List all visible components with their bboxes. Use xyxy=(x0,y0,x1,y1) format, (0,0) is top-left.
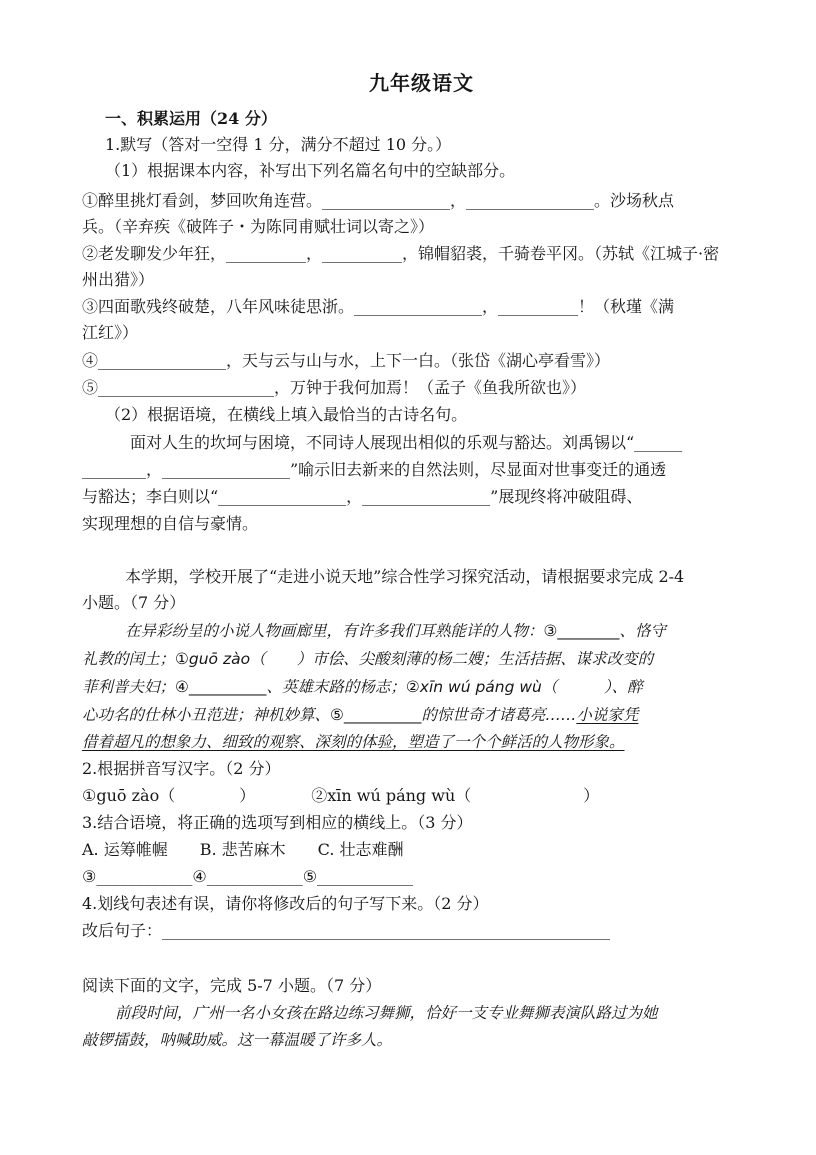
question-1-item-3-line-2: 江红》） xyxy=(82,323,139,342)
question-1-item-1-line-2: 兵。（辛弃疾《破阵子・为陈同甫赋壮词以寄之》） xyxy=(82,217,435,236)
question-1-item-4: ④________________，天与云与山与水，上下一白。（张岱《湖心亭看雪》） xyxy=(82,351,611,370)
question-3-blanks: ③____________④____________⑤____________ xyxy=(82,867,414,886)
question-3-stem: 3.结合语境，将正确的选项写到相应的横线上。（3 分） xyxy=(82,813,473,832)
novel-passage-line-1: 在异彩纷呈的小说人物画廊里，有许多我们耳熟能详的人物：③________、恪守 xyxy=(125,622,666,640)
question-1-item-1-line-1: ①醉里挑灯看剑，梦回吹角连营。________________，________________。沙场秋点 xyxy=(82,191,675,210)
question-1-paragraph-line-3: 与豁达；李白则以“________________，________________”展现终将冲破阻碍、 xyxy=(82,487,643,506)
question-1-stem: 1.默写（答对一空得 1 分，满分不超过 10 分。） xyxy=(105,135,452,154)
question-1-paragraph-line-4: 实现理想的自信与豪情。 xyxy=(82,514,259,533)
novel-passage-line-2: 礼教的闰土；①guō zào（ ）市侩、尖酸刻薄的杨二嫂；生活拮据、谋求改变的 xyxy=(82,650,654,668)
question-1-subpart-1: （1）根据课本内容，补写出下列名篇名句中的空缺部分。 xyxy=(105,161,516,180)
question-1-item-5: ⑤______________________，万钟于我何加焉！（孟子《鱼我所欲也》） xyxy=(82,378,587,397)
question-1-item-3-line-1: ③四面歌残终破楚，八年风味徒思浙。________________，__________！（秋瑾《满 xyxy=(82,297,675,316)
question-1-paragraph-line-1: 面对人生的坎坷与困境，不同诗人展现出相似的乐观与豁达。刘禹锡以“______ xyxy=(130,433,683,452)
question-3-options: A. 运筹帷幄 B. 悲苦麻木 C. 壮志难酬 xyxy=(82,840,404,859)
reading-paragraph-line-1: 前段时间，广州一名小女孩在路边练习舞狮，恰好一支专业舞狮表演队路过为她 xyxy=(115,1004,658,1022)
section-2-intro-line-1: 本学期，学校开展了“走进小说天地”综合性学习探究活动，请根据要求完成 2-4 xyxy=(125,567,685,586)
question-1-subpart-2: （2）根据语境，在横线上填入最恰当的古诗名句。 xyxy=(105,405,468,424)
question-4-stem: 4.划线句表述有误，请你将修改后的句子写下来。（2 分） xyxy=(82,894,489,913)
reading-section-heading: 阅读下面的文字，完成 5-7 小题。（7 分） xyxy=(82,976,382,995)
section-2-intro-line-2: 小题。（7 分） xyxy=(82,593,186,612)
novel-passage-line-4 xyxy=(82,704,638,726)
novel-passage-line-4-text: 心功名的仕林小丑范进；神机妙算、⑤__________的惊世奇才诸葛亮…… xyxy=(82,706,577,724)
page-title: 九年级语文 xyxy=(369,71,474,95)
underlined-sentence-end: 借着超凡的想象力、细致的观察、深刻的体验，塑造了一个个鲜活的人物形象。 xyxy=(82,733,625,751)
question-2-stem: 2.根据拼音写汉字。（2 分） xyxy=(82,759,281,778)
section-heading-accumulation: 一、积累运用（24 分） xyxy=(105,109,277,128)
question-1-item-2-line-1: ②老发聊发少年狂，__________，__________，锦帽貂裘，千骑卷平冈。（苏轼《江城子·密 xyxy=(82,244,720,263)
reading-paragraph-line-2: 敲锣擂鼓，呐喊助威。这一幕温暖了许多人。 xyxy=(82,1031,393,1049)
question-4-answer-line: 改后句子：________________________________________________________ xyxy=(82,921,611,940)
question-1-item-2-line-2: 州出猎》） xyxy=(82,270,155,289)
novel-passage-line-3: 菲利普夫妇；④__________、英雄末路的杨志；②xīn wú páng wù（ ）、醉 xyxy=(82,678,643,696)
question-2-answer-line: ①guō zào（ ） ②xīn wú páng wù（ ） xyxy=(82,786,600,805)
underlined-sentence-start: 小说家凭 xyxy=(576,706,639,724)
question-1-paragraph-line-2: ________，________________”喻示旧去新来的自然法则，尽显面对世事变迁的通透 xyxy=(82,460,667,479)
